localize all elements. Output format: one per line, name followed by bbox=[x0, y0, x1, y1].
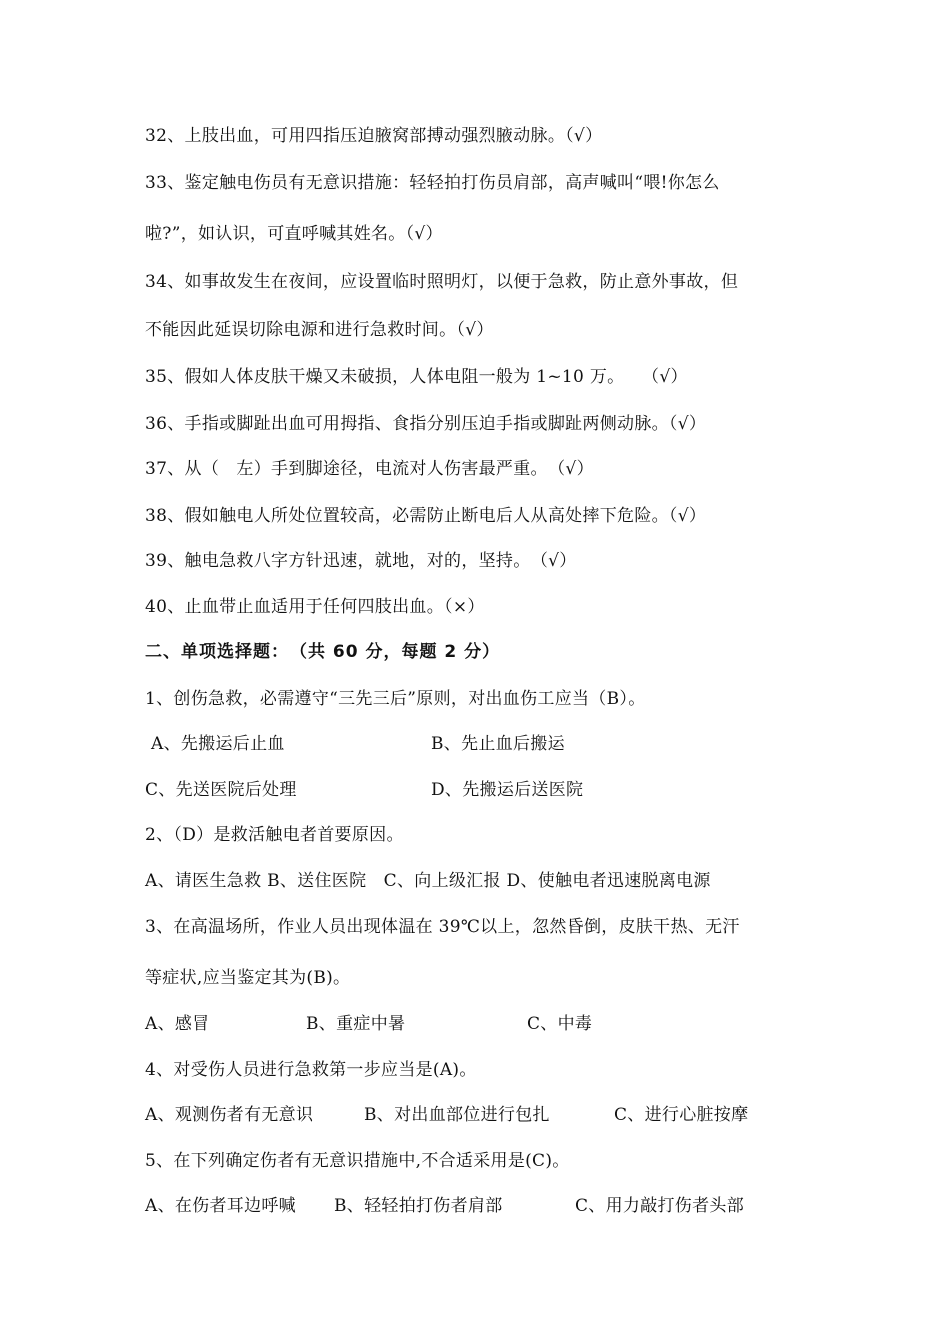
mc-q1-option-c: C、先送医院后处理 bbox=[145, 780, 297, 800]
mc-q1-stem: 1、创伤急救，必需遵守“三先三后”原则，对出血伤工应当（B）。 bbox=[145, 689, 646, 709]
mc-q5-option-c: C、用力敲打伤者头部 bbox=[575, 1196, 745, 1216]
mc-q4-option-a: A、观测伤者有无意识 bbox=[145, 1105, 314, 1125]
mc-q4-option-c: C、进行心脏按摩 bbox=[614, 1105, 749, 1125]
mc-q4-option-b: B、对出血部位进行包扎 bbox=[364, 1105, 550, 1125]
tf-item-36: 36、手指或脚趾出血可用拇指、食指分别压迫手指或脚趾两侧动脉。（√） bbox=[145, 414, 707, 434]
mc-q5-option-b: B、轻轻拍打伤者肩部 bbox=[334, 1196, 503, 1216]
tf-item-33-line2: 啦?”，如认识，可直呼喊其姓名。（√） bbox=[145, 224, 443, 244]
tf-item-39: 39、触电急救八字方针迅速，就地，对的，坚持。 （√） bbox=[145, 551, 577, 571]
tf-item-34-line2: 不能因此延误切除电源和进行急救时间。（√） bbox=[145, 320, 494, 340]
mc-q3-option-c: C、中毒 bbox=[527, 1014, 593, 1034]
tf-item-33-line1: 33、鉴定触电伤员有无意识措施：轻轻拍打伤员肩部，高声喊叫“喂!你怎么 bbox=[145, 173, 720, 193]
tf-item-35: 35、假如人体皮肤干燥又未破损，人体电阻一般为 1~10 万。 （√） bbox=[145, 367, 688, 387]
mc-q3-stem-line1: 3、在高温场所，作业人员出现体温在 39℃以上，忽然昏倒，皮肤干热、无汗 bbox=[145, 917, 740, 937]
mc-q2-options: A、请医生急救 B、送住医院 C、向上级汇报 D、使触电者迅速脱离电源 bbox=[145, 871, 711, 891]
mc-q1-option-a: A、先搬运后止血 bbox=[151, 734, 285, 754]
mc-q4-stem: 4、对受伤人员进行急救第一步应当是(A)。 bbox=[145, 1060, 477, 1080]
mc-q5-option-a: A、在伤者耳边呼喊 bbox=[145, 1196, 296, 1216]
tf-item-40: 40、止血带止血适用于任何四肢出血。（×） bbox=[145, 597, 485, 617]
mc-q2-stem: 2、（D）是救活触电者首要原因。 bbox=[145, 825, 404, 845]
mc-q1-option-d: D、先搬运后送医院 bbox=[431, 780, 584, 800]
tf-item-34-line1: 34、如事故发生在夜间，应设置临时照明灯，以便于急救，防止意外事故，但 bbox=[145, 272, 739, 292]
mc-q1-option-b: B、先止血后搬运 bbox=[431, 734, 565, 754]
section-heading: 二、单项选择题： （共 60 分，每题 2 分） bbox=[145, 642, 501, 662]
mc-q3-option-a: A、感冒 bbox=[145, 1014, 210, 1034]
mc-q5-stem: 5、在下列确定伤者有无意识措施中,不合适采用是(C)。 bbox=[145, 1151, 570, 1171]
tf-item-37: 37、从（ 左）手到脚途径，电流对人伤害最严重。 （√） bbox=[145, 459, 594, 479]
mc-q3-stem-line2: 等症状,应当鉴定其为(B)。 bbox=[145, 968, 351, 988]
tf-item-38: 38、假如触电人所处位置较高，必需防止断电后人从高处摔下危险。（√） bbox=[145, 506, 707, 526]
mc-q3-option-b: B、重症中暑 bbox=[306, 1014, 406, 1034]
tf-item-32: 32、上肢出血，可用四指压迫腋窝部搏动强烈腋动脉。（√） bbox=[145, 126, 603, 146]
